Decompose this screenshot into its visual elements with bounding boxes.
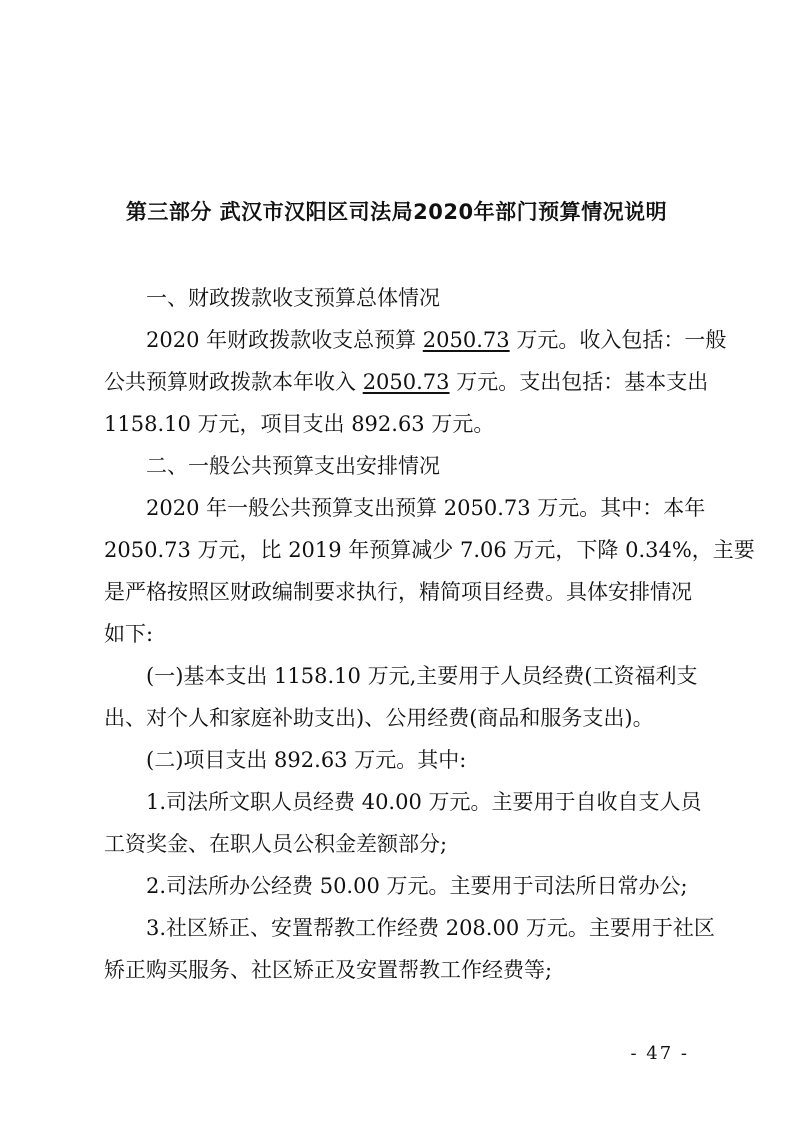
page-number: - 47 - [630,1043,689,1064]
total-budget-amount: 2050.73 [422,328,510,352]
section2-paragraph-line2: 2050.73 万元，比 2019 年预算减少 7.06 万元，下降 0.34%，主要 [104,538,755,562]
basic-expense-line2: 出、对个人和家庭补助支出)、公用经费(商品和服务支出)。 [104,706,654,730]
section1-paragraph-line3: 1158.10 万元，项目支出 892.63 万元。 [104,412,495,436]
text-fragment: 公共预算财政拨款本年收入 [104,370,363,394]
section2-paragraph-line4: 如下: [104,622,154,646]
text-fragment: 2020 年财政拨款收支总预算 [146,328,423,352]
section1-paragraph-line1 [146,325,727,355]
section1-heading: 一、财政拨款收支预算总体情况 [146,286,440,310]
section1-paragraph-line2 [104,367,709,397]
item1-line1: 1.司法所文职人员经费 40.00 万元。主要用于自收自支人员 [146,790,702,814]
item1-line2: 工资奖金、在职人员公积金差额部分; [104,832,448,856]
section2-paragraph-line1: 2020 年一般公共预算支出预算 2050.73 万元。其中：本年 [146,496,706,520]
item3-line1: 3.社区矫正、安置帮教工作经费 208.00 万元。主要用于社区 [146,916,715,940]
page-title: 第三部分 武汉市汉阳区司法局2020年部门预算情况说明 [125,200,668,224]
text-fragment: 万元。收入包括：一般 [509,328,727,352]
section2-paragraph-line3: 是严格按照区财政编制要求执行，精简项目经费。具体安排情况 [104,580,692,604]
text-fragment: 万元。支出包括：基本支出 [449,370,709,394]
item2-line: 2.司法所办公经费 50.00 万元。主要用于司法所日常办公; [146,874,688,898]
income-amount: 2050.73 [362,370,450,394]
project-expense-heading: (二)项目支出 892.63 万元。其中: [146,748,467,772]
item3-line2: 矫正购买服务、社区矫正及安置帮教工作经费等; [104,958,553,982]
section2-heading: 二、一般公共预算支出安排情况 [146,454,440,478]
basic-expense-line1: (一)基本支出 1158.10 万元,主要用于人员经费(工资福利支 [146,664,698,688]
